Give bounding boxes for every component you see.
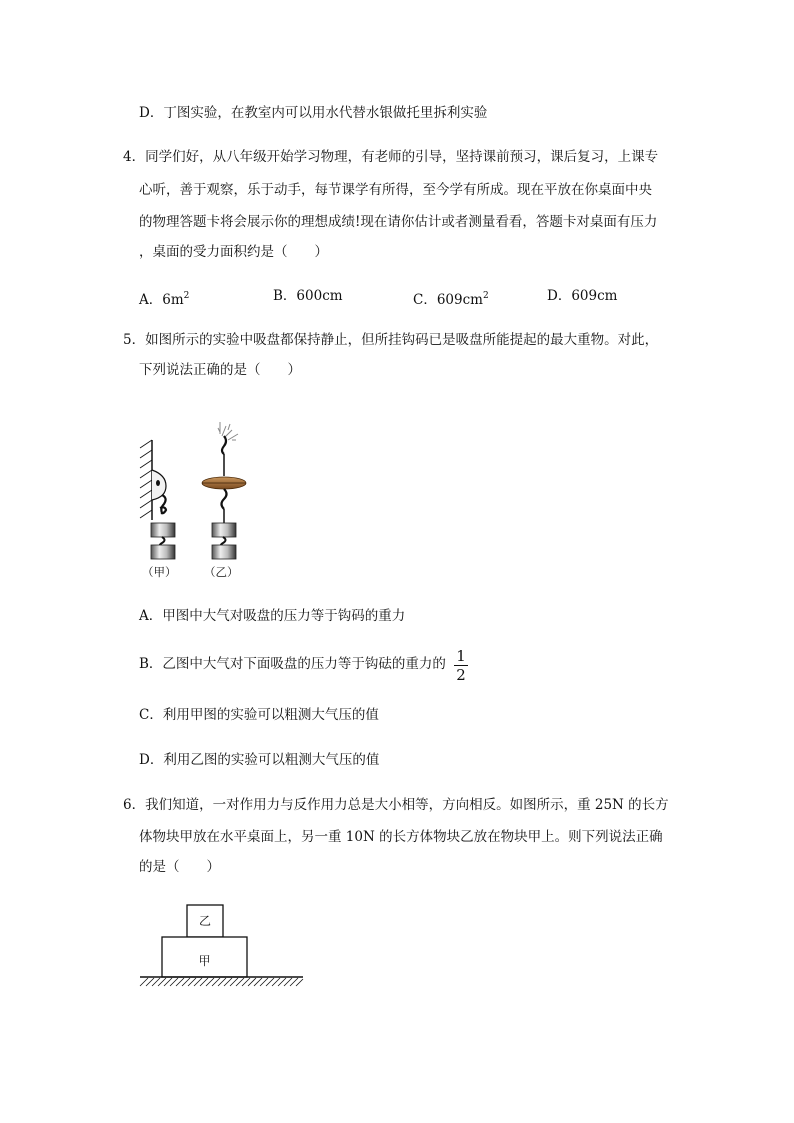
q4-option-a: A．$6m^2$ bbox=[139, 291, 190, 308]
hand-icon bbox=[218, 422, 238, 440]
weight-jia-1 bbox=[151, 523, 175, 537]
q4-option-c: C．$609cm^2$ bbox=[413, 291, 489, 308]
q6-line-1: 6．我们知道，一对作用力与反作用力总是大小相等，方向相反。如图所示，重 25N 的长方 bbox=[123, 797, 669, 813]
ground-hatching bbox=[140, 978, 303, 986]
q6-line-3: 的是（ ） bbox=[139, 859, 220, 875]
weight-yi-1 bbox=[212, 523, 236, 537]
q4-line-2: 心听，善于观察，乐于动手，每节课学有所得，至今学有所成。现在平放在你桌面中央 bbox=[139, 182, 652, 198]
q4-line-3: 的物理答题卡将会展示你的理想成绩!现在请你估计或者测量看看，答题卡对桌面有压力 bbox=[139, 214, 658, 230]
figure-label-yi: （乙） bbox=[204, 565, 239, 579]
q6-figure bbox=[138, 903, 308, 993]
q5-option-d: D．利用乙图的实验可以粗测大气压的值 bbox=[139, 752, 380, 768]
q5-line-2: 下列说法正确的是（ ） bbox=[139, 362, 301, 378]
q5-line-1: 5．如图所示的实验中吸盘都保持静止，但所挂钩码已是吸盘所能提起的最大重物。对此， bbox=[123, 332, 659, 348]
q4-option-d: D．609cm bbox=[547, 288, 618, 304]
block-yi-label: 乙 bbox=[198, 914, 211, 928]
figure-label-jia: （甲） bbox=[142, 565, 177, 579]
block-jia-label: 甲 bbox=[198, 954, 211, 968]
wall bbox=[140, 440, 152, 520]
fraction-one-half: 1 2 bbox=[454, 648, 468, 683]
q3-option-d: D．丁图实验，在教室内可以用水代替水银做托里拆利实验 bbox=[139, 105, 488, 121]
q4-option-b: B．600cm bbox=[273, 288, 343, 304]
q4-line-1: 4．同学们好，从八年级开始学习物理，有老师的引导，坚持课前预习，课后复习，上课专 bbox=[123, 149, 659, 165]
blocks-diagram bbox=[138, 903, 308, 993]
q6-line-2: 体物块甲放在水平桌面上，另一重 10N 的长方体物块乙放在物块甲上。则下列说法正确 bbox=[139, 829, 663, 845]
q5-option-a: A．甲图中大气对吸盘的压力等于钩码的重力 bbox=[139, 608, 406, 624]
weight-yi-2 bbox=[212, 545, 236, 559]
q4-line-4: ，桌面的受力面积约是（ ） bbox=[139, 244, 328, 260]
weight-jia-2 bbox=[151, 545, 175, 559]
q5-figure bbox=[132, 420, 272, 590]
q5-option-c: C．利用甲图的实验可以粗测大气压的值 bbox=[139, 707, 379, 723]
q5-option-b: B．乙图中大气对下面吸盘的压力等于钩砝的重力的 bbox=[139, 656, 446, 672]
